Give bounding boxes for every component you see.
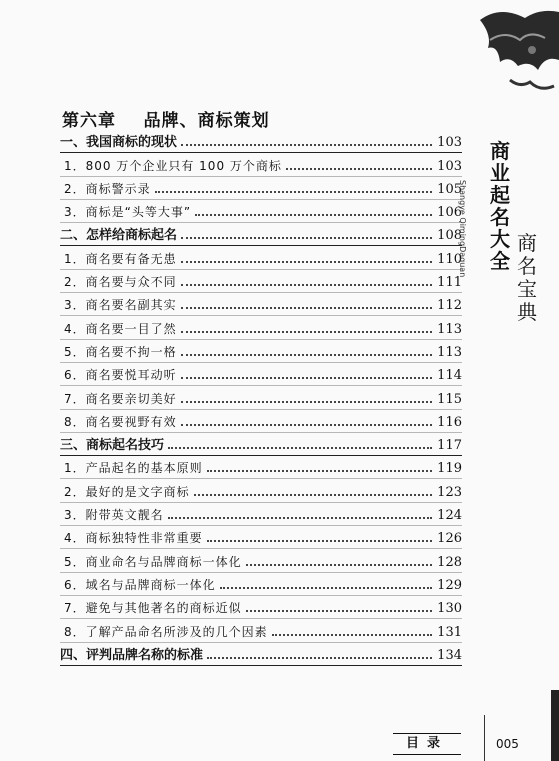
toc-dot-leader	[181, 284, 432, 286]
toc-entry-row	[60, 573, 462, 596]
toc-entry-row	[60, 503, 462, 526]
toc-dot-leader	[181, 331, 432, 333]
toc-page-number: 116	[437, 414, 462, 430]
toc-dot-leader	[207, 657, 432, 659]
book-title-pinyin: Shangye QimingDaquan	[458, 180, 467, 278]
toc-entry-row	[60, 456, 462, 479]
book-subtitle-vertical: 商 名 宝 典	[517, 231, 537, 324]
toc-page-number: 119	[437, 461, 462, 477]
toc-entry-title: 3．商标是“头等大事”	[64, 205, 192, 220]
toc-entry-row	[60, 410, 462, 433]
toc-dot-leader	[207, 470, 432, 472]
toc-page-number: 108	[437, 228, 462, 244]
book-title-vertical: 商 业 起 名 大 全	[490, 139, 510, 273]
toc-page-number: 110	[437, 251, 462, 267]
toc-entry-title: 二、怎样给商标起名	[60, 228, 178, 244]
chapter-title: 第六章 品牌、商标策划	[62, 111, 270, 131]
toc-entry-title: 6．商名要悦耳动听	[64, 368, 177, 383]
toc-entry-title: 7．商名要亲切美好	[64, 391, 177, 406]
toc-entry-row	[60, 363, 462, 386]
toc-entry-row	[60, 270, 462, 293]
page-edge-shadow	[551, 690, 559, 761]
toc-dot-leader	[181, 354, 432, 356]
toc-page-number: 124	[437, 508, 462, 524]
toc-entry-row	[60, 386, 462, 409]
toc-page-number: 129	[437, 577, 462, 593]
toc-entry-title: 2．最好的是文字商标	[64, 484, 190, 499]
toc-entry-title: 2．商名要与众不同	[64, 275, 177, 290]
toc-entry-title: 3．附带英文靓名	[64, 508, 164, 523]
footer-divider	[484, 715, 485, 761]
toc-dot-leader	[168, 447, 432, 449]
toc-entry-row	[60, 293, 462, 316]
toc-entry-row	[60, 619, 462, 642]
toc-entry-row	[60, 246, 462, 269]
toc-entry-title: 6．域名与品牌商标一体化	[64, 577, 216, 592]
toc-dot-leader	[181, 144, 432, 146]
toc-page-number: 126	[437, 531, 462, 547]
toc-section-row	[60, 433, 462, 456]
page-number: 005	[496, 737, 519, 751]
toc-dot-leader	[246, 610, 432, 612]
toc-page-number: 117	[437, 438, 462, 454]
toc-entry-title: 1．800 万个企业只有 100 万个商标	[64, 158, 282, 173]
toc-page-number: 134	[437, 647, 462, 663]
toc-dot-leader	[246, 564, 432, 566]
toc-dot-leader	[181, 424, 432, 426]
toc-entry-row	[60, 200, 462, 223]
toc-entry-title: 2．商标警示录	[64, 181, 151, 196]
toc-page-number: 111	[437, 275, 462, 291]
footer-section-label: 目录	[393, 733, 461, 755]
toc-entry-title: 4．商名要一目了然	[64, 321, 177, 336]
toc-entry-row	[60, 340, 462, 363]
toc-entry-title: 7．避免与其他著名的商标近似	[64, 601, 242, 616]
toc-entry-title: 3．商名要名副其实	[64, 298, 177, 313]
toc-entry-title: 1．商名要有备无患	[64, 251, 177, 266]
toc-entry-title: 5．商名要不拘一格	[64, 344, 177, 359]
toc-dot-leader	[181, 261, 432, 263]
toc-page-number: 106	[437, 205, 462, 221]
toc-dot-leader	[220, 587, 432, 589]
toc-page-number: 114	[437, 368, 462, 384]
toc-entry-row	[60, 177, 462, 200]
toc-page-number: 113	[437, 321, 462, 337]
toc-page-number: 113	[437, 344, 462, 360]
toc-dot-leader	[195, 214, 432, 216]
toc-page-number: 115	[437, 391, 462, 407]
toc-section-row	[60, 130, 462, 153]
toc-dot-leader	[168, 517, 432, 519]
toc-entry-title: 1．产品起名的基本原则	[64, 461, 203, 476]
toc-section-row	[60, 223, 462, 246]
toc-entry-title: 4．商标独特性非常重要	[64, 531, 203, 546]
toc-page-number: 105	[437, 181, 462, 197]
toc-entry-row	[60, 316, 462, 339]
toc-page-number: 130	[437, 601, 462, 617]
toc-entry-title: 四、评判品牌名称的标准	[60, 647, 204, 663]
toc-dot-leader	[155, 191, 432, 193]
toc-entry-row	[60, 526, 462, 549]
toc-dot-leader	[194, 494, 432, 496]
toc-page-number: 128	[437, 554, 462, 570]
toc-entry-title: 8．商名要视野有效	[64, 414, 177, 429]
toc-entry-row	[60, 549, 462, 572]
toc-dot-leader	[181, 401, 432, 403]
toc-dot-leader	[272, 634, 432, 636]
toc-section-row	[60, 643, 462, 666]
toc-entry-title: 一、我国商标的现状	[60, 135, 178, 151]
toc-entry-row	[60, 153, 462, 176]
toc-entry-row	[60, 596, 462, 619]
toc-page-number: 112	[437, 298, 462, 314]
toc-page-number: 131	[437, 624, 462, 640]
toc-entry-row	[60, 479, 462, 502]
toc-dot-leader	[286, 168, 432, 170]
decorative-corner-art	[470, 0, 559, 115]
toc-page-number: 103	[437, 135, 462, 151]
toc-entry-title: 三、商标起名技巧	[60, 438, 165, 454]
toc-dot-leader	[181, 377, 432, 379]
toc-dot-leader	[181, 307, 432, 309]
toc-page-number: 103	[437, 158, 462, 174]
toc-page-number: 123	[437, 484, 462, 500]
toc-entry-title: 5．商业命名与品牌商标一体化	[64, 554, 242, 569]
toc-entry-title: 8．了解产品命名所涉及的几个因素	[64, 624, 268, 639]
toc-dot-leader	[207, 540, 432, 542]
toc-dot-leader	[181, 237, 432, 239]
table-of-contents	[60, 130, 462, 666]
